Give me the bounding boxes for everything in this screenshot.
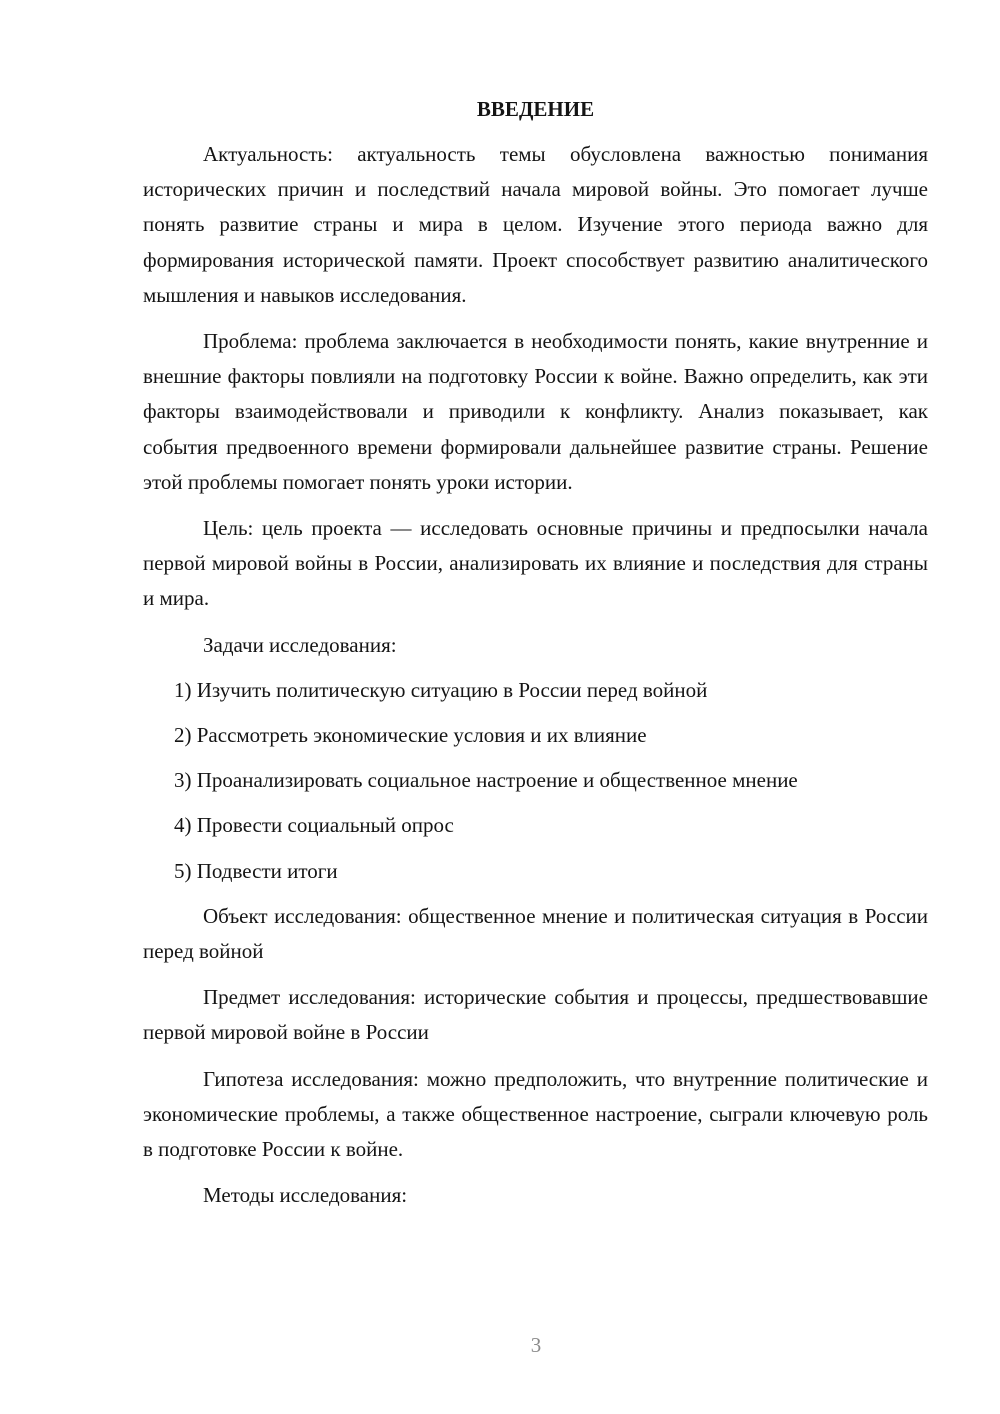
list-item: 1) Изучить политическую ситуацию в России перед войной: [174, 677, 708, 702]
list-item: 2) Рассмотреть экономические условия и их влияние: [174, 723, 647, 748]
paragraph-subject: Предмет исследования: исторические события и процессы, предшествовавшие первой мировой войне в России: [143, 985, 928, 1045]
document-page: [143, 92, 928, 1223]
list-item: 5) Подвести итоги: [174, 858, 338, 883]
tasks-heading: Задачи исследования:: [203, 632, 397, 657]
list-item: 3) Проанализировать социальное настроение и общественное мнение: [174, 768, 798, 793]
list-item: 4) Провести социальный опрос: [174, 813, 454, 838]
paragraph-relevance: Актуальность: актуальность темы обусловлена важностью понимания исторических причин и последствий начала мировой войны. Это помогает лучше понять развитие страны и мира в целом. Изучение этого периода важно для формирования исторической памяти. Проект способствует развитию аналитического мышления и навыков исследования.: [143, 142, 928, 307]
tasks-list: [143, 673, 928, 889]
paragraph-object: Объект исследования: общественное мнение и политическая ситуация в России перед войной: [143, 903, 928, 964]
paragraph-hypothesis: Гипотеза исследования: можно предположить, что внутренние политические и экономические проблемы, а также общественное настроение, сыграли ключевую роль в подготовке России к войне.: [143, 1066, 928, 1162]
paragraph-problem: Проблема: проблема заключается в необходимости понять, какие внутренние и внешние факторы повлияли на подготовку России к войне. Важно определить, как эти факторы взаимодействовали и приводили к конфликту. Анализ показывает, как события предвоенного времени формировали дальнейшее развитие страны. Решение этой проблемы помогает понять уроки истории.: [143, 329, 928, 494]
methods-heading: Методы исследования:: [203, 1183, 408, 1208]
page-number: 3: [530, 1333, 542, 1357]
paragraph-goal: Цель: цель проекта — исследовать основные причины и предпосылки начала первой мировой войны в России, анализировать их влияние и последствия для страны и мира.: [143, 516, 928, 611]
page-title: ВВЕДЕНИЕ: [476, 97, 595, 121]
